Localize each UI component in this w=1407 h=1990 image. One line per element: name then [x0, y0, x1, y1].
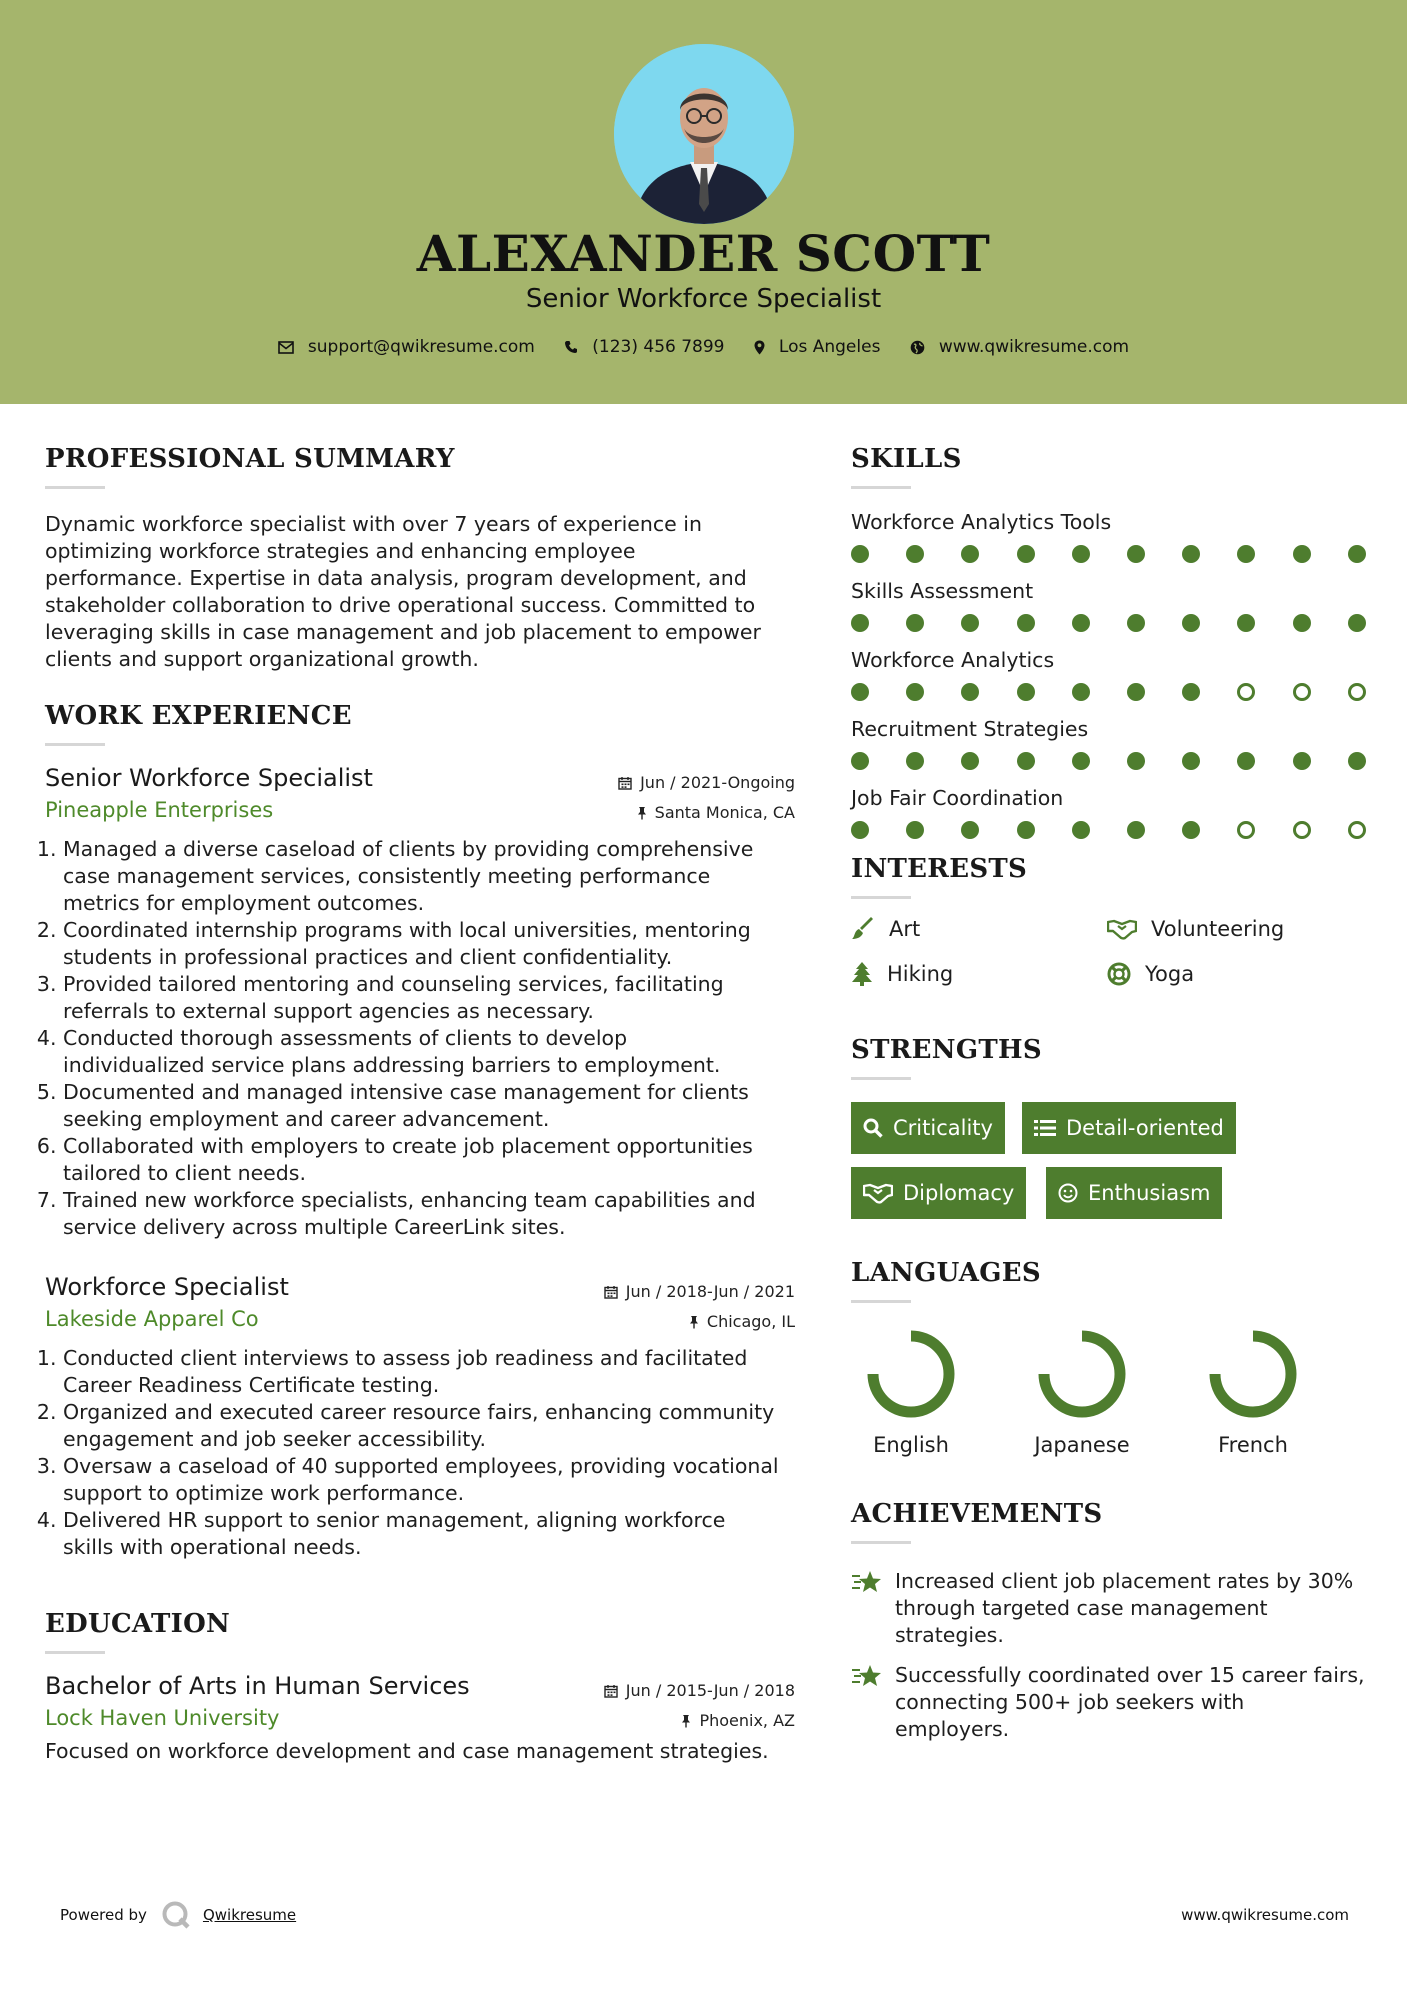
skill-dot-filled	[1182, 752, 1200, 770]
education-location-text: Phoenix, AZ	[699, 1711, 795, 1730]
achievement-line: Increased client job placement rates by 30%	[895, 1569, 1354, 1593]
achievements-section	[851, 1499, 1367, 1758]
language-meter	[1206, 1327, 1300, 1421]
skill-dot-filled	[1182, 614, 1200, 632]
skill-dot-filled	[1182, 545, 1200, 563]
job-entry	[45, 764, 795, 1241]
skill-rating	[851, 681, 1367, 703]
skill-dot-filled	[851, 752, 869, 770]
pushpin-icon	[637, 806, 647, 820]
languages-title: LANGUAGES	[851, 1258, 1041, 1288]
list-item: 3. Provided tailored mentoring and counseling services, facilitating referrals to external support agencies as necessary.	[63, 971, 795, 1025]
list-item: 1. Conducted client interviews to assess job readiness and facilitated Career Readiness Certificate testing.	[63, 1345, 795, 1399]
strength-tag	[1022, 1102, 1236, 1154]
list-item: 2. Coordinated internship programs with local universities, mentoring students in professional practices and client confidentiality.	[63, 917, 795, 971]
skill-dot-empty	[1237, 821, 1255, 839]
school-name: Lock Haven University	[45, 1706, 280, 1730]
skill-dot-filled	[851, 545, 869, 563]
achievement-line: through targeted case management	[895, 1596, 1268, 1620]
experience-title: WORK EXPERIENCE	[45, 701, 352, 731]
achievement-line: strategies.	[895, 1623, 1004, 1647]
job-title: Senior Workforce Specialist	[45, 764, 373, 792]
language-progress-arc	[873, 1336, 949, 1412]
skill-dot-filled	[906, 752, 924, 770]
skills-list	[851, 509, 1367, 841]
skill-rating	[851, 612, 1367, 634]
skill-dot-filled	[1127, 752, 1145, 770]
strengths-title: STRENGTHS	[851, 1035, 1042, 1065]
footer-powered-by	[60, 1900, 296, 1930]
summary-line: stakeholder collaboration to drive operational success. Committed to	[45, 593, 756, 617]
achievement-item	[851, 1662, 1365, 1743]
list-item: 4. Delivered HR support to senior management, aligning workforce skills with operational needs.	[63, 1507, 795, 1561]
section-divider	[851, 1300, 911, 1303]
degree-title: Bachelor of Arts in Human Services	[45, 1672, 470, 1700]
contact-phone-text: (123) 456 7899	[592, 337, 725, 357]
skill-name: Job Fair Coordination	[851, 786, 1064, 810]
skill-name: Workforce Analytics	[851, 648, 1055, 672]
skill-dot-filled	[851, 821, 869, 839]
summary-line: clients and support organizational growth.	[45, 647, 479, 671]
calendar-icon	[618, 776, 632, 790]
skill-rating	[851, 750, 1367, 772]
skill-dot-filled	[906, 614, 924, 632]
job-location	[637, 803, 795, 822]
languages-section	[851, 1258, 1367, 1497]
pushpin-icon	[681, 1714, 691, 1728]
education-note: Focused on workforce development and case management strategies.	[45, 1739, 769, 1763]
list-item: 4. Conducted thorough assessments of clients to develop individualized service plans addressing barriers to employment.	[63, 1025, 795, 1079]
skill-dot-filled	[1348, 614, 1366, 632]
interests-grid	[851, 909, 1367, 999]
job-dates	[618, 773, 795, 792]
resume-header	[0, 0, 1407, 404]
pushpin-icon	[689, 1315, 699, 1329]
job-bullets	[45, 1345, 795, 1561]
skill-dot-filled	[1017, 821, 1035, 839]
skill-rating	[851, 819, 1367, 841]
paintbrush-icon	[851, 917, 875, 941]
skill-dot-filled	[1237, 614, 1255, 632]
contact-email[interactable]	[278, 337, 535, 357]
skill-dot-filled	[1072, 545, 1090, 563]
language-meter	[864, 1327, 958, 1421]
skill-dot-filled	[1127, 821, 1145, 839]
handshake-icon	[863, 1182, 893, 1204]
lifebuoy-icon	[1107, 962, 1131, 986]
skill-dot-empty	[1237, 683, 1255, 701]
language-item	[1193, 1327, 1313, 1457]
skill-dot-filled	[906, 683, 924, 701]
skill-item	[851, 785, 1367, 841]
strengths-tags	[851, 1102, 1367, 1232]
skill-dot-filled	[961, 614, 979, 632]
globe-icon	[910, 340, 925, 355]
powered-by-label: Powered by	[60, 1906, 147, 1924]
contact-bar	[0, 337, 1407, 357]
map-marker-icon	[754, 340, 765, 355]
skill-dot-filled	[851, 683, 869, 701]
language-name: English	[873, 1433, 949, 1457]
skill-dot-empty	[1293, 821, 1311, 839]
calendar-icon	[604, 1684, 618, 1698]
skill-dot-filled	[851, 614, 869, 632]
education-title: EDUCATION	[45, 1609, 231, 1639]
list-icon	[1034, 1119, 1056, 1137]
skill-dot-filled	[1293, 752, 1311, 770]
qwikresume-link[interactable]: Qwikresume	[202, 1906, 297, 1924]
skill-dot-filled	[961, 752, 979, 770]
language-progress-arc	[1215, 1336, 1291, 1412]
job-title: Workforce Specialist	[45, 1273, 289, 1301]
right-column	[851, 444, 1367, 1758]
job-company: Pineapple Enterprises	[45, 798, 274, 822]
strength-label: Detail-oriented	[1066, 1116, 1224, 1140]
person-portrait-icon	[614, 44, 794, 224]
skill-dot-filled	[1017, 752, 1035, 770]
list-item: 7. Trained new workforce specialists, enhancing team capabilities and service delivery across multiple CareerLink sites.	[63, 1187, 795, 1241]
section-divider	[851, 1541, 911, 1544]
language-item	[1022, 1327, 1142, 1457]
skill-dot-filled	[1182, 821, 1200, 839]
section-divider	[851, 486, 911, 489]
skill-dot-filled	[961, 545, 979, 563]
skill-item	[851, 647, 1367, 703]
summary-line: performance. Expertise in data analysis, program development, and	[45, 566, 747, 590]
strength-label: Enthusiasm	[1088, 1181, 1211, 1205]
interests-section	[851, 854, 1367, 999]
candidate-role: Senior Workforce Specialist	[525, 284, 882, 314]
achievements-list	[851, 1568, 1367, 1758]
interest-label: Volunteering	[1151, 917, 1285, 941]
skill-dot-filled	[1348, 752, 1366, 770]
left-column	[45, 444, 795, 1765]
handshake-icon	[1107, 918, 1137, 940]
interest-item	[1107, 917, 1284, 941]
list-item: 5. Documented and managed intensive case management for clients seeking employment and career advancement.	[63, 1079, 795, 1133]
section-divider	[45, 743, 105, 746]
job-location-text: Chicago, IL	[706, 1312, 795, 1331]
education-location	[681, 1711, 795, 1730]
job-location	[689, 1312, 795, 1331]
interest-label: Art	[889, 917, 921, 941]
language-meter	[1035, 1327, 1129, 1421]
section-divider	[851, 1077, 911, 1080]
interest-item	[851, 962, 953, 986]
tree-icon	[851, 962, 873, 986]
summary-text	[45, 511, 795, 673]
strength-label: Criticality	[893, 1116, 993, 1140]
education-dates	[604, 1681, 795, 1700]
job-entry	[45, 1273, 795, 1561]
summary-line: Dynamic workforce specialist with over 7 years of experience in	[45, 512, 702, 536]
interest-item	[851, 917, 920, 941]
contact-phone[interactable]	[564, 337, 724, 357]
skill-dot-filled	[1017, 614, 1035, 632]
candidate-name: ALEXANDER SCOTT	[416, 224, 991, 283]
footer-website[interactable]: www.qwikresume.com	[1181, 1906, 1349, 1924]
contact-website[interactable]	[910, 337, 1129, 357]
skill-dot-filled	[1072, 752, 1090, 770]
skills-section	[851, 444, 1367, 841]
skill-dot-filled	[906, 821, 924, 839]
phone-icon	[564, 340, 578, 354]
achievements-title: ACHIEVEMENTS	[851, 1499, 1103, 1529]
section-divider	[851, 896, 911, 899]
job-location-text: Santa Monica, CA	[654, 803, 795, 822]
skill-dot-filled	[961, 683, 979, 701]
skill-dot-filled	[1072, 614, 1090, 632]
skill-dot-filled	[1127, 683, 1145, 701]
skill-dot-empty	[1293, 683, 1311, 701]
experience-section	[45, 701, 795, 1561]
skill-item	[851, 509, 1367, 565]
skill-item	[851, 716, 1367, 772]
interest-item	[1107, 962, 1194, 986]
strength-tag	[851, 1167, 1026, 1219]
summary-section	[45, 444, 795, 673]
star-icon	[851, 1570, 883, 1594]
skill-dot-filled	[1182, 683, 1200, 701]
contact-location-text: Los Angeles	[778, 337, 881, 357]
education-dates-text: Jun / 2015-Jun / 2018	[625, 1681, 795, 1700]
education-section	[45, 1609, 795, 1765]
strength-label: Diplomacy	[903, 1181, 1015, 1205]
skill-dot-filled	[1237, 752, 1255, 770]
list-item: 2. Organized and executed career resource fairs, enhancing community engagement and job seeker accessibility.	[63, 1399, 795, 1453]
skill-dot-filled	[1017, 545, 1035, 563]
skill-dot-filled	[1348, 545, 1366, 563]
job-dates	[604, 1282, 795, 1301]
skill-dot-filled	[906, 545, 924, 563]
language-item	[851, 1327, 971, 1457]
achievement-line: Successfully coordinated over 15 career fairs,	[895, 1663, 1365, 1687]
section-divider	[45, 1651, 105, 1654]
qwikresume-logo-icon	[161, 1900, 191, 1930]
job-bullets	[45, 836, 795, 1241]
skills-title: SKILLS	[851, 444, 962, 474]
contact-location	[754, 337, 881, 357]
language-progress-arc	[1044, 1336, 1120, 1412]
list-item: 1. Managed a diverse caseload of clients by providing comprehensive case management services, consistently meeting performance metrics for employment outcomes.	[63, 836, 795, 917]
skill-dot-filled	[1293, 614, 1311, 632]
skill-dot-filled	[961, 821, 979, 839]
skill-name: Workforce Analytics Tools	[851, 510, 1112, 534]
achievement-line: connecting 500+ job seekers with	[895, 1690, 1245, 1714]
skill-dot-empty	[1348, 821, 1366, 839]
profile-photo	[614, 44, 794, 224]
section-divider	[45, 486, 105, 489]
strengths-section	[851, 1035, 1367, 1232]
achievement-item	[851, 1568, 1353, 1649]
achievement-line: employers.	[895, 1717, 1010, 1741]
language-name: Japanese	[1034, 1433, 1130, 1457]
list-item: 6. Collaborated with employers to create job placement opportunities tailored to client needs.	[63, 1133, 795, 1187]
skill-dot-filled	[1293, 545, 1311, 563]
education-entry	[45, 1672, 795, 1765]
contact-email-text: support@qwikresume.com	[307, 337, 535, 357]
interest-label: Hiking	[887, 962, 954, 986]
job-dates-text: Jun / 2018-Jun / 2021	[625, 1282, 795, 1301]
skill-dot-filled	[1127, 614, 1145, 632]
smile-icon	[1058, 1183, 1078, 1203]
search-icon	[863, 1118, 883, 1138]
list-item: 3. Oversaw a caseload of 40 supported employees, providing vocational support to optimize work performance.	[63, 1453, 795, 1507]
summary-line: optimizing workforce strategies and enhancing employee	[45, 539, 636, 563]
envelope-icon	[278, 341, 294, 354]
skill-dot-empty	[1348, 683, 1366, 701]
strength-tag	[851, 1102, 1005, 1154]
summary-title: PROFESSIONAL SUMMARY	[45, 444, 455, 474]
interest-label: Yoga	[1145, 962, 1195, 986]
skill-name: Recruitment Strategies	[851, 717, 1089, 741]
skill-dot-filled	[1237, 545, 1255, 563]
interests-title: INTERESTS	[851, 854, 1028, 884]
skill-item	[851, 578, 1367, 634]
language-name: French	[1218, 1433, 1288, 1457]
skill-dot-filled	[1017, 683, 1035, 701]
skill-dot-filled	[1072, 683, 1090, 701]
skill-dot-filled	[1127, 545, 1145, 563]
languages-list	[851, 1327, 1367, 1497]
job-dates-text: Jun / 2021-Ongoing	[640, 773, 795, 792]
skill-dot-filled	[1072, 821, 1090, 839]
strength-tag	[1046, 1167, 1222, 1219]
contact-website-text: www.qwikresume.com	[938, 337, 1130, 357]
skill-rating	[851, 543, 1367, 565]
skill-name: Skills Assessment	[851, 579, 1034, 603]
job-company: Lakeside Apparel Co	[45, 1307, 259, 1331]
summary-line: leveraging skills in case management and job placement to empower	[45, 620, 761, 644]
calendar-icon	[604, 1285, 618, 1299]
star-icon	[851, 1664, 883, 1688]
